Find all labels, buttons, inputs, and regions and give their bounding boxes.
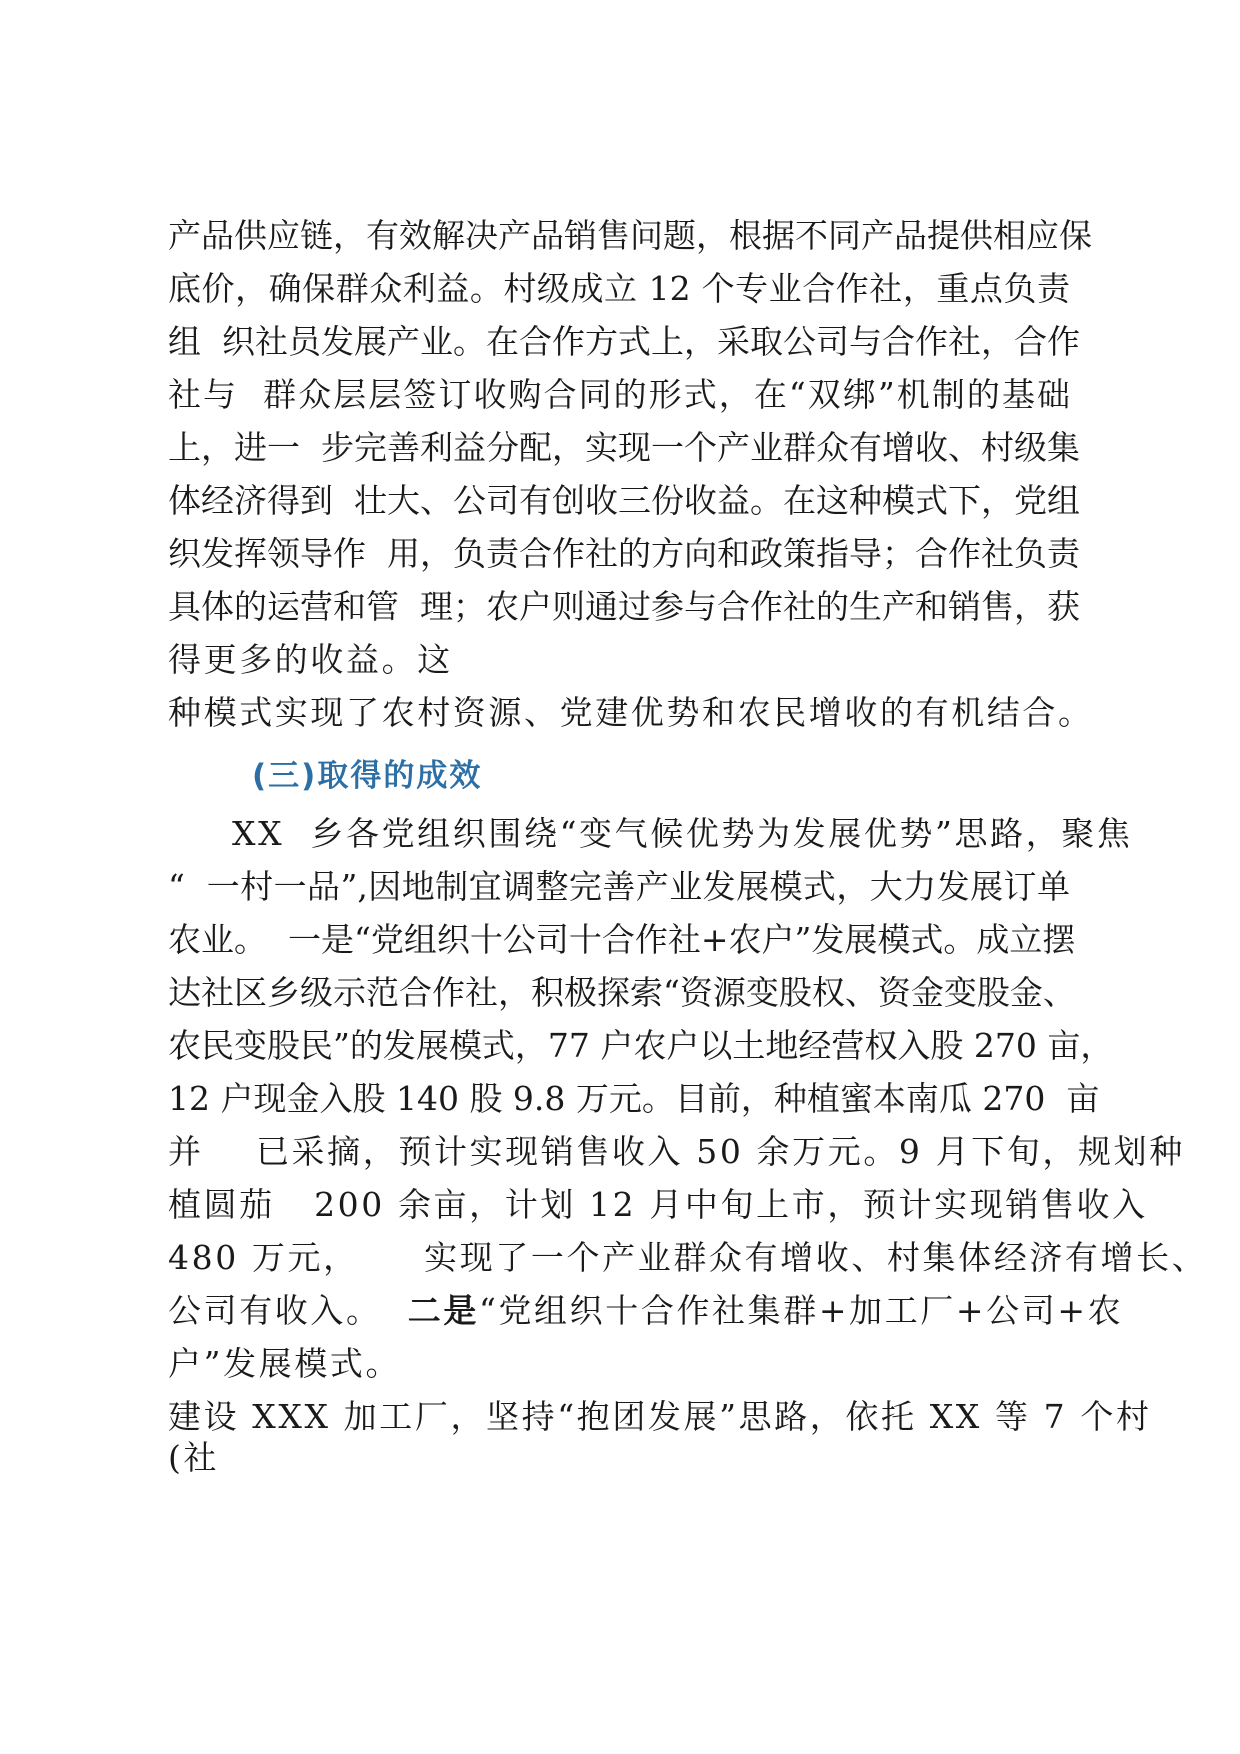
paragraph-line: 具体的运营和管 理；农户则通过参与合作社的生产和销售，获 xyxy=(168,587,1080,626)
paragraph-line: 社与 群众层层签订收购合同的形式，在“双绑”机制的基础 xyxy=(168,375,1070,414)
section-heading: (三)取得的成效 xyxy=(252,758,483,794)
paragraph-line: 产品供应链，有效解决产品销售问题，根据不同产品提供相应保 xyxy=(168,216,1092,255)
paragraph-line: 达社区乡级示范合作社，积极探索“资源变股权、资金变股金、 xyxy=(168,973,1076,1012)
paragraph-line: 农民变股民”的发展模式，77 户农户以土地经营权入股 270 亩， xyxy=(168,1026,1114,1065)
paragraph-line: 上，进一 步完善利益分配，实现一个产业群众有增收、村级集 xyxy=(168,428,1080,467)
paragraph-line: 建设 XXX 加工厂，坚持“抱团发展”思路，依托 XX 等 7 个村 xyxy=(168,1397,1152,1436)
line-text: “党组织十合作社集群+加工厂+公司+农 xyxy=(478,1291,1124,1330)
paragraph-line: 织发挥领导作 用，负责合作社的方向和政策指导；合作社负责 xyxy=(168,534,1080,573)
paragraph-line: 植圆茄 200 余亩，计划 12 月中旬上市，预计实现销售收入 xyxy=(168,1185,1148,1224)
paragraph-line: 组 织社员发展产业。在合作方式上，采取公司与合作社，合作 xyxy=(168,322,1080,361)
line-text: 公司有收入。 xyxy=(168,1291,408,1330)
paragraph-line: (社 xyxy=(168,1438,220,1477)
paragraph-line: 12 户现金入股 140 股 9.8 万元。目前，种植蜜本南瓜 270 亩 xyxy=(168,1079,1100,1118)
paragraph-line: 农业。 一是“党组织十公司十合作社+农户”发展模式。成立摆 xyxy=(168,920,1076,959)
paragraph-line: 得更多的收益。这 xyxy=(168,640,453,679)
bold-prefix: 二是 xyxy=(407,1291,479,1330)
paragraph-line: 底价，确保群众利益。村级成立 12 个专业合作社，重点负责 xyxy=(168,269,1070,308)
paragraph-line: 体经济得到 壮大、公司有创收三份收益。在这种模式下，党组 xyxy=(168,481,1080,520)
paragraph-line: XX 乡各党组织围绕“变气候优势为发展优势”思路，聚焦 xyxy=(232,814,1133,853)
paragraph-line: 并 已采摘，预计实现销售收入 50 余万元。9 月下旬，规划种 xyxy=(168,1132,1185,1171)
paragraph-line: 480 万元， 实现了一个产业群众有增收、村集体经济有增长、 xyxy=(168,1238,1208,1277)
paragraph-line-mixed xyxy=(168,1291,1123,1331)
paragraph-line: 种模式实现了农村资源、党建优势和农民增收的有机结合。 xyxy=(168,693,1094,732)
paragraph-line: 户”发展模式。 xyxy=(168,1344,402,1383)
paragraph-line: “ 一村一品”,因地制宜调整完善产业发展模式，大力发展订单 xyxy=(168,867,1070,906)
